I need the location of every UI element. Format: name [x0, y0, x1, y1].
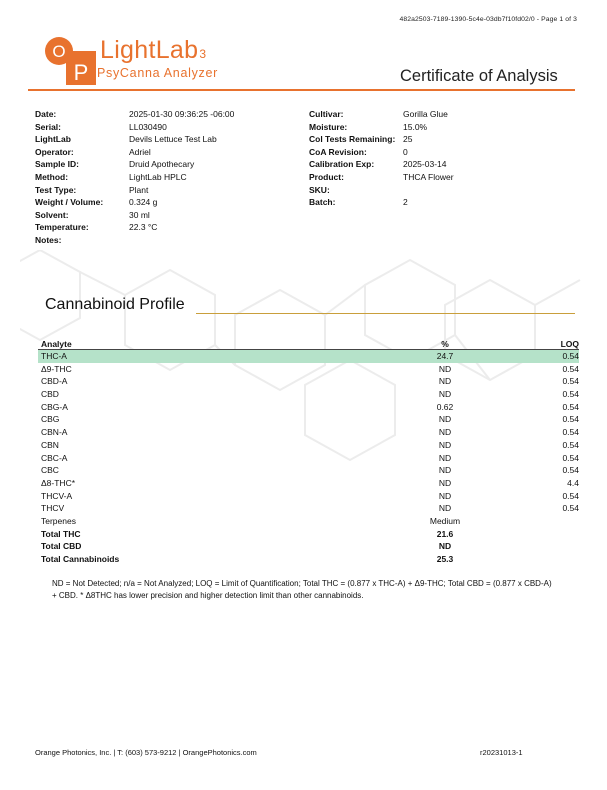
section-title-cannabinoid-profile: Cannabinoid Profile: [45, 296, 185, 313]
logo-mark-icon: [42, 37, 100, 85]
meta-row-method: Method: LightLab HPLC: [35, 171, 187, 182]
section-divider: [196, 313, 575, 314]
page-title: Certificate of Analysis: [400, 67, 558, 85]
table-row: THC-A 24.7 0.54: [38, 350, 579, 363]
meta-row-calibration: Calibration Exp: 2025-03-14: [309, 159, 447, 170]
meta-row-test-type: Test Type: Plant: [35, 184, 149, 195]
lightlab-logo: [42, 37, 242, 85]
table-row: CBD ND 0.54: [41, 389, 579, 400]
meta-row-tests-remaining: Col Tests Remaining: 25: [309, 134, 413, 145]
header-loq: LOQ: [560, 339, 579, 349]
meta-row-date: Date: 2025-01-30 09:36:25 -06:00: [35, 109, 235, 119]
table-row: Δ9-THC ND 0.54: [41, 363, 579, 374]
table-row: Total Cannabinoids 25.3: [41, 554, 454, 564]
table-row: CBD-A ND 0.54: [41, 376, 579, 387]
table-row: THCV-A ND 0.54: [41, 490, 579, 501]
sample-info-right: [309, 108, 454, 209]
meta-row-product: Product: THCA Flower: [309, 171, 454, 182]
meta-row-notes: Notes:: [35, 234, 62, 245]
meta-row-temperature: Temperature: 22.3 °C: [35, 222, 158, 233]
header-analyte: Analyte: [41, 339, 72, 349]
title-divider: [28, 89, 575, 91]
header-percent: %: [441, 339, 449, 349]
meta-row-sku: SKU:: [309, 184, 330, 195]
table-row: CBN-A ND 0.54: [41, 427, 579, 438]
table-row: Terpenes Medium: [41, 515, 461, 526]
table-row: THCV ND 0.54: [41, 503, 579, 514]
footnote-definitions: ND = Not Detected; n/a = Not Analyzed; LOQ = Limit of Quantification; Total THC = (0.877 x THC-A) + Δ9-THC; Total CBD = (0.877 x CBD-A) + CBD. * Δ8THC has lower precision and higher detection limit than other cannabinoids.: [52, 579, 552, 600]
logo-mark-letter-o: O: [52, 42, 66, 61]
meta-row-coa-revision: CoA Revision: 0: [309, 146, 408, 157]
table-row: CBN ND 0.54: [41, 439, 579, 450]
meta-row-solvent: Solvent: 30 ml: [35, 209, 150, 220]
meta-row-moisture: Moisture: 15.0%: [309, 121, 428, 132]
meta-row-sample-id: Sample ID: Druid Apothecary: [35, 159, 195, 170]
logo-name: LightLab3: [100, 36, 207, 64]
table-row: Total CBD ND: [41, 541, 452, 552]
meta-row-serial: Serial: LL030490: [35, 121, 167, 132]
table-row: Δ8-THC* ND 4.4: [41, 477, 579, 488]
sample-info-left: [35, 108, 234, 247]
table-row: CBG-A 0.62 0.54: [41, 401, 579, 412]
meta-row-cultivar: Cultivar: Gorilla Glue: [309, 109, 448, 119]
footer-revision: r20231013-1: [480, 748, 523, 757]
table-header: [38, 338, 579, 350]
logo-tagline: PsyCanna Analyzer: [97, 66, 218, 80]
table-row: CBC ND 0.54: [41, 465, 579, 476]
meta-row-operator: Operator: Adriel: [35, 146, 151, 157]
document-id: 482a2503-7189-1390-5c4e-03db7f10fd02/0 - Page 1 of 3: [399, 16, 577, 23]
table-row: Total THC 21.6: [41, 528, 454, 539]
table-row: CBC-A ND 0.54: [41, 452, 579, 463]
meta-row-lab: LightLab Devils Lettuce Test Lab: [35, 134, 217, 145]
meta-row-weight: Weight / Volume: 0.324 g: [35, 197, 158, 208]
logo-mark-letter-p: P: [73, 60, 89, 85]
cannabinoid-table: [38, 338, 579, 566]
footer-company: Orange Photonics, Inc. | T: (603) 573-9212 | OrangePhotonics.com: [35, 748, 257, 757]
table-row: CBG ND 0.54: [41, 414, 579, 425]
meta-row-batch: Batch: 2: [309, 197, 408, 208]
